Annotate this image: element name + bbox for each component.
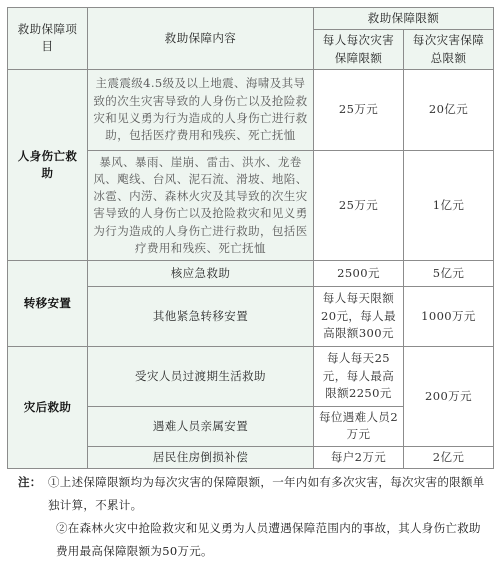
row-nuclear-content: 核应急救助	[88, 260, 314, 286]
row-housing-total: 2亿元	[404, 446, 494, 468]
row-weather-per: 25万元	[314, 150, 404, 260]
row-victim-family-content: 遇难人员亲属安置	[88, 406, 314, 446]
row-housing-content: 居民住房倒损补偿	[88, 446, 314, 468]
note-1	[18, 471, 490, 517]
header-limit-group: 救助保障限额	[314, 8, 494, 30]
row-transition-per: 每人每天25元，每人最高限额2250元	[314, 346, 404, 406]
notes-section	[18, 471, 490, 563]
row-transition-total: 200万元	[404, 346, 494, 446]
header-item: 救助保障项目	[8, 8, 88, 70]
header-content: 救助保障内容	[88, 8, 314, 70]
row-earthquake-content: 主震震级4.5级及以上地震、海啸及其导致的次生灾害导致的人身伤亡以及抢险救灾和见义勇为行为造成的人身伤亡进行救助，包括医疗费用和残疾、死亡抚恤	[88, 69, 314, 150]
row-earthquake-per: 25万元	[314, 69, 404, 150]
note-1-text: ①上述保障限额均为每次灾害的保障限额，一年内如有多次灾害，每次灾害的限额单独计算，不累计。	[48, 475, 485, 512]
row-housing-per: 每户2万元	[314, 446, 404, 468]
row-emergency-relocation-total: 1000万元	[404, 286, 494, 346]
row-earthquake-total: 20亿元	[404, 69, 494, 150]
row-transition-content: 受灾人员过渡期生活救助	[88, 346, 314, 406]
notes-label: 注：	[18, 475, 42, 489]
row-nuclear-total: 5亿元	[404, 260, 494, 286]
header-per-person: 每人每次灾害保障限额	[314, 30, 404, 70]
row-weather-total: 1亿元	[404, 150, 494, 260]
group-post-disaster: 灾后救助	[8, 346, 88, 468]
row-emergency-relocation-per: 每人每天限额20元，每人最高限额300元	[314, 286, 404, 346]
group-casualty: 人身伤亡救助	[8, 69, 88, 260]
note-2-text: ②在森林火灾中抢险救灾和见义勇为人员遭遇保障范围内的事故，其人身伤亡救助费用最高保障限额为50万元。	[56, 521, 481, 558]
group-relocation: 转移安置	[8, 260, 88, 346]
row-victim-family-per: 每位遇难人员2万元	[314, 406, 404, 446]
row-emergency-relocation-content: 其他紧急转移安置	[88, 286, 314, 346]
row-weather-content: 暴风、暴雨、崖崩、雷击、洪水、龙卷风、飑线、台风、泥石流、滑坡、地陷、冰雹、内涝、森林火灾及其导致的次生灾害导致的人身伤亡以及抢险救灾和见义勇为行为造成的人身伤亡进行救助，包括医疗费用和残疾、死亡抚恤	[88, 150, 314, 260]
row-nuclear-per: 2500元	[314, 260, 404, 286]
relief-guarantee-table	[7, 7, 494, 469]
header-total: 每次灾害保障总限额	[404, 30, 494, 70]
